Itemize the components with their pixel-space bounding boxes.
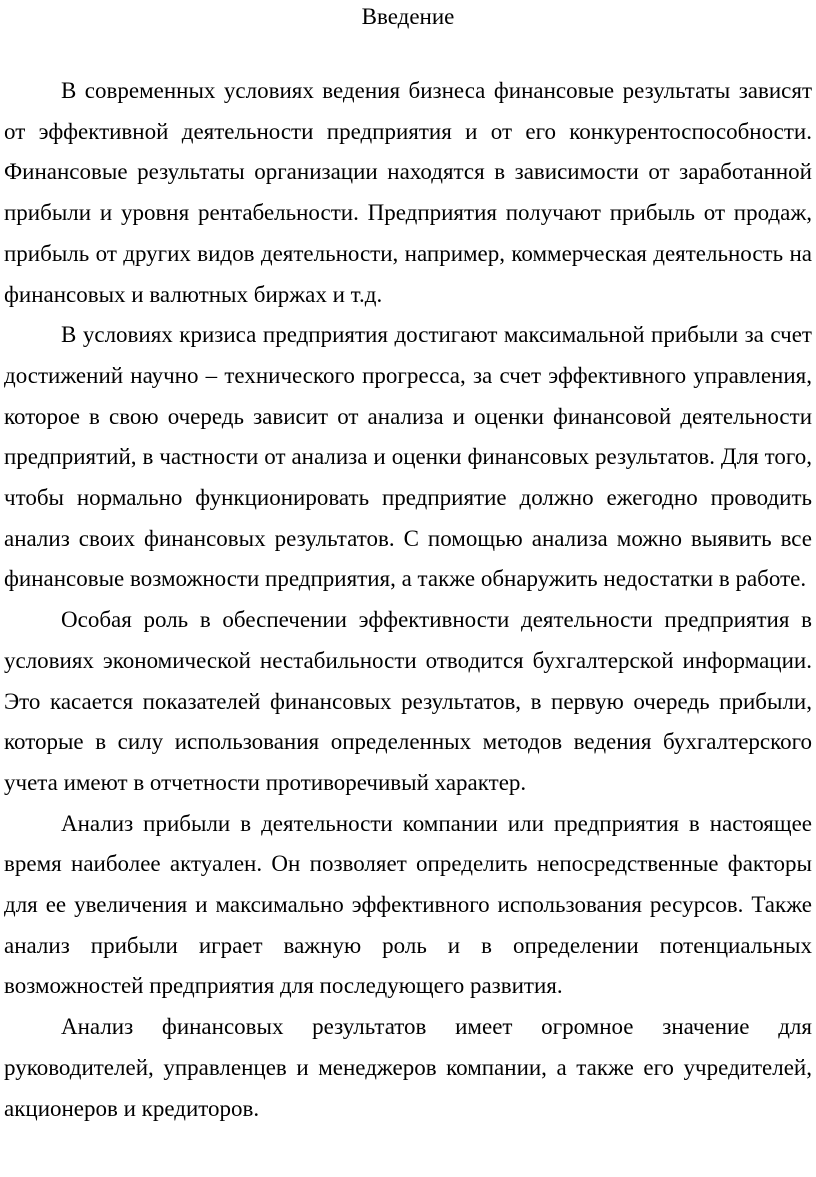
paragraph-4: Анализ прибыли в деятельности компании или предприятия в настоящее время наиболее актуален. Он позволяет определить непосредственные факторы для ее увеличения и максимально эффективного использования ресурсов. Также анализ прибыли играет важную роль и в определении потенциальных возможностей предприятия для последующего развития. <box>4 810 812 999</box>
page-title: Введение <box>361 4 455 29</box>
paragraph-5: Анализ финансовых результатов имеет огромное значение для руководителей, управленцев и менеджеров компании, а также его учредителей, акционеров и кредиторов. <box>4 1014 812 1121</box>
paragraph-2: В условиях кризиса предприятия достигают максимальной прибыли за счет достижений научно – технического прогресса, за счет эффективного управления, которое в свою очередь зависит от анализа и оценки финансовой деятельности предприятий, в частности от анализа и оценки финансовых результатов. Для того, чтобы нормально функционировать предприятие должно ежегодно проводить анализ своих финансовых результатов. С помощью анализа можно выявить все финансовые возможности предприятия, а также обнаружить недостатки в работе. <box>4 322 812 592</box>
paragraph-3: Особая роль в обеспечении эффективности деятельности предприятия в условиях экономической нестабильности отводится бухгалтерской информации. Это касается показателей финансовых результатов, в первую очередь прибыли, которые в силу использования определенных методов ведения бухгалтерского учета имеют в отчетности противоречивый характер. <box>4 607 812 795</box>
paragraph-1: В современных условиях ведения бизнеса финансовые результаты зависят от эффективной деятельности предприятия и от его конкурентоспособности. Финансовые результаты организации находятся в зависимости от заработанной прибыли и уровня рентабельности. Предприятия получают прибыль от продаж, прибыль от других видов деятельности, например, коммерческая деятельность на финансовых и валютных биржах и т.д. <box>4 78 812 307</box>
